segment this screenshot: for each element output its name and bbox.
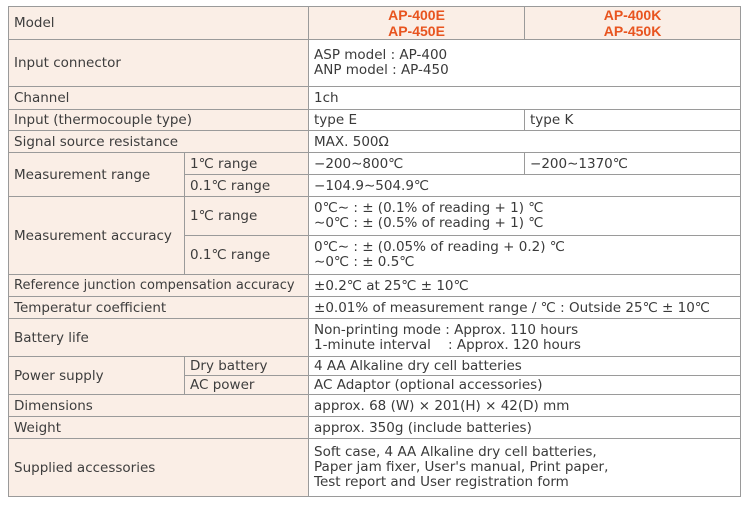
battery-life-line: 1-minute interval : Approx. 120 hours — [314, 336, 581, 353]
model-k-header — [525, 7, 741, 40]
weight-row — [9, 417, 741, 439]
input-connector-label: Input connector — [9, 40, 309, 87]
model-e-name: AP-450E — [388, 23, 445, 39]
input-type-k: type K — [525, 110, 741, 131]
range-sub1-k: −200∼1370℃ — [525, 153, 741, 175]
power-sub2-label: AC power — [185, 376, 309, 395]
channel-value: 1ch — [309, 87, 741, 110]
accuracy-row-1 — [9, 197, 741, 236]
temp-coeff-value: ±0.01% of measurement range / ℃ : Outside 25℃ ± 10℃ — [309, 297, 741, 319]
model-e-name: AP-400E — [388, 7, 445, 23]
spec-table — [8, 6, 741, 497]
ref-junction-label: Reference junction compensation accuracy — [9, 275, 309, 297]
range-row-1 — [9, 153, 741, 175]
model-label: Model — [9, 7, 309, 40]
input-type-row — [9, 110, 741, 131]
range-sub1-label: 1℃ range — [185, 153, 309, 175]
signal-label: Signal source resistance — [9, 131, 309, 153]
accuracy-line: 0℃∼ : ± (0.05% of reading + 0.2) ℃ — [314, 239, 565, 255]
accuracy-line: ∼0℃ : ± 0.5℃ — [314, 254, 415, 270]
battery-life-row — [9, 319, 741, 357]
accessories-value — [309, 439, 741, 497]
model-row — [9, 7, 741, 40]
temp-coeff-row — [9, 297, 741, 319]
accuracy-sub1-label: 1℃ range — [185, 197, 309, 236]
weight-value: approx. 350g (include batteries) — [309, 417, 741, 439]
accessories-line: Test report and User registration form — [314, 474, 569, 490]
input-connector-value — [309, 40, 741, 87]
range-sub2-value: −104.9∼504.9℃ — [309, 175, 741, 197]
accessories-line: Soft case, 4 AA Alkaline dry cell batteries, — [314, 444, 597, 460]
battery-life-line: Non-printing mode : Approx. 110 hours — [314, 321, 579, 338]
weight-label: Weight — [9, 417, 309, 439]
input-connector-line: ANP model : AP-450 — [314, 62, 449, 78]
dimensions-row — [9, 395, 741, 417]
accessories-label: Supplied accessories — [9, 439, 309, 497]
channel-label: Channel — [9, 87, 309, 110]
signal-value: MAX. 500Ω — [309, 131, 741, 153]
ref-junction-row — [9, 275, 741, 297]
temp-coeff-label: Temperatur coefficient — [9, 297, 309, 319]
range-sub2-label: 0.1℃ range — [185, 175, 309, 197]
accuracy-sub2-label: 0.1℃ range — [185, 236, 309, 275]
dimensions-value: approx. 68 (W) × 201(H) × 42(D) mm — [309, 395, 741, 417]
input-connector-row — [9, 40, 741, 87]
power-label: Power supply — [9, 357, 185, 395]
range-label: Measurement range — [9, 153, 185, 197]
power-sub1-value: 4 AA Alkaline dry cell batteries — [309, 357, 741, 376]
accuracy-line: ∼0℃ : ± (0.5% of reading + 1) ℃ — [314, 215, 544, 231]
ref-junction-value: ±0.2℃ at 25℃ ± 10℃ — [309, 275, 741, 297]
accuracy-sub2-value — [309, 236, 741, 275]
battery-life-label: Battery life — [9, 319, 309, 357]
range-sub1-e: −200∼800℃ — [309, 153, 525, 175]
accuracy-sub1-value — [309, 197, 741, 236]
power-row-1 — [9, 357, 741, 376]
model-k-name: AP-400K — [603, 7, 662, 23]
accuracy-label: Measurement accuracy — [9, 197, 185, 275]
dimensions-label: Dimensions — [9, 395, 309, 417]
accessories-row — [9, 439, 741, 497]
battery-life-value — [309, 319, 741, 357]
accessories-line: Paper jam fixer, User's manual, Print paper, — [314, 459, 609, 475]
input-connector-line: ASP model : AP-400 — [314, 47, 448, 63]
model-e-header — [309, 7, 525, 40]
channel-row — [9, 87, 741, 110]
accuracy-line: 0℃∼ : ± (0.1% of reading + 1) ℃ — [314, 200, 544, 216]
power-sub2-value: AC Adaptor (optional accessories) — [309, 376, 741, 395]
power-sub1-label: Dry battery — [185, 357, 309, 376]
signal-row — [9, 131, 741, 153]
input-type-e: type E — [309, 110, 525, 131]
input-type-label: Input (thermocouple type) — [9, 110, 309, 131]
model-k-name: AP-450K — [603, 23, 662, 39]
